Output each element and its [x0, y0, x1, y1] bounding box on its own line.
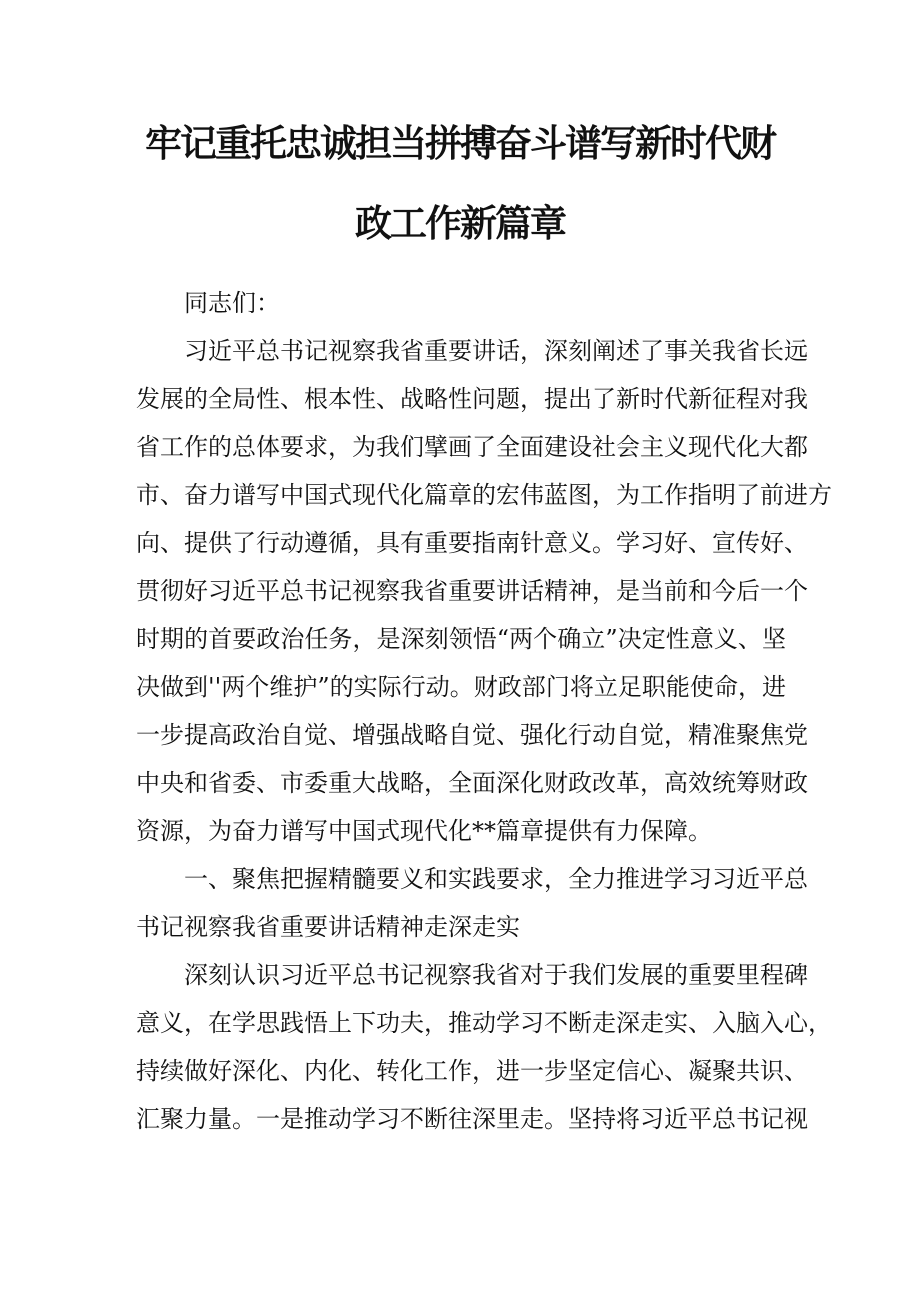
paragraph-line: 一步提高政治自觉、增强战略自觉、强化行动自觉，精准聚焦党 — [136, 721, 808, 749]
section-heading-line: 一、聚焦把握精髓要义和实践要求，全力推进学习习近平总 — [184, 865, 808, 893]
paragraph-line: 意义，在学思践悟上下功夫，推动学习不断走深走实、入脑入心， — [136, 1009, 832, 1037]
paragraph-line: 汇聚力量。一是推动学习不断往深里走。坚持将习近平总书记视 — [136, 1105, 808, 1133]
paragraph-line: 向、提供了行动遵循，具有重要指南针意义。学习好、宣传好、 — [136, 529, 808, 557]
paragraph-line: 深刻认识习近平总书记视察我省对于我们发展的重要里程碑 — [184, 961, 808, 989]
paragraph-line: 习近平总书记视察我省重要讲话，深刻阐述了事关我省长远 — [184, 337, 808, 365]
document-title-line-2: 政工作新篇章 — [355, 202, 565, 245]
paragraph-line: 中央和省委、市委重大战略，全面深化财政改革，高效统筹财政 — [136, 769, 808, 797]
paragraph-line: 市、奋力谱写中国式现代化篇章的宏伟蓝图，为工作指明了前进方 — [136, 481, 832, 509]
section-heading-line: 书记视察我省重要讲话精神走深走实 — [136, 913, 520, 941]
paragraph-line: 省工作的总体要求，为我们擘画了全面建设社会主义现代化大都 — [136, 433, 808, 461]
paragraph-line: 资源，为奋力谱写中国式现代化**篇章提供有力保障。 — [136, 817, 712, 845]
salutation: 同志们： — [184, 289, 280, 317]
paragraph-line: 持续做好深化、内化、转化工作，进一步坚定信心、凝聚共识、 — [136, 1057, 808, 1085]
paragraph-line: 贯彻好习近平总书记视察我省重要讲话精神，是当前和今后一个 — [136, 577, 808, 605]
document-title-line-1: 牢记重托忠诚担当拼搏奋斗谱写新时代财 — [145, 122, 775, 165]
paragraph-line: 时期的首要政治任务，是深刻领悟“两个确立”决定性意义、坚 — [136, 625, 786, 653]
paragraph-line: 发展的全局性、根本性、战略性问题，提出了新时代新征程对我 — [136, 385, 808, 413]
paragraph-line: 决做到''两个维护”的实际行动。财政部门将立足职能使命，进 — [136, 673, 786, 701]
